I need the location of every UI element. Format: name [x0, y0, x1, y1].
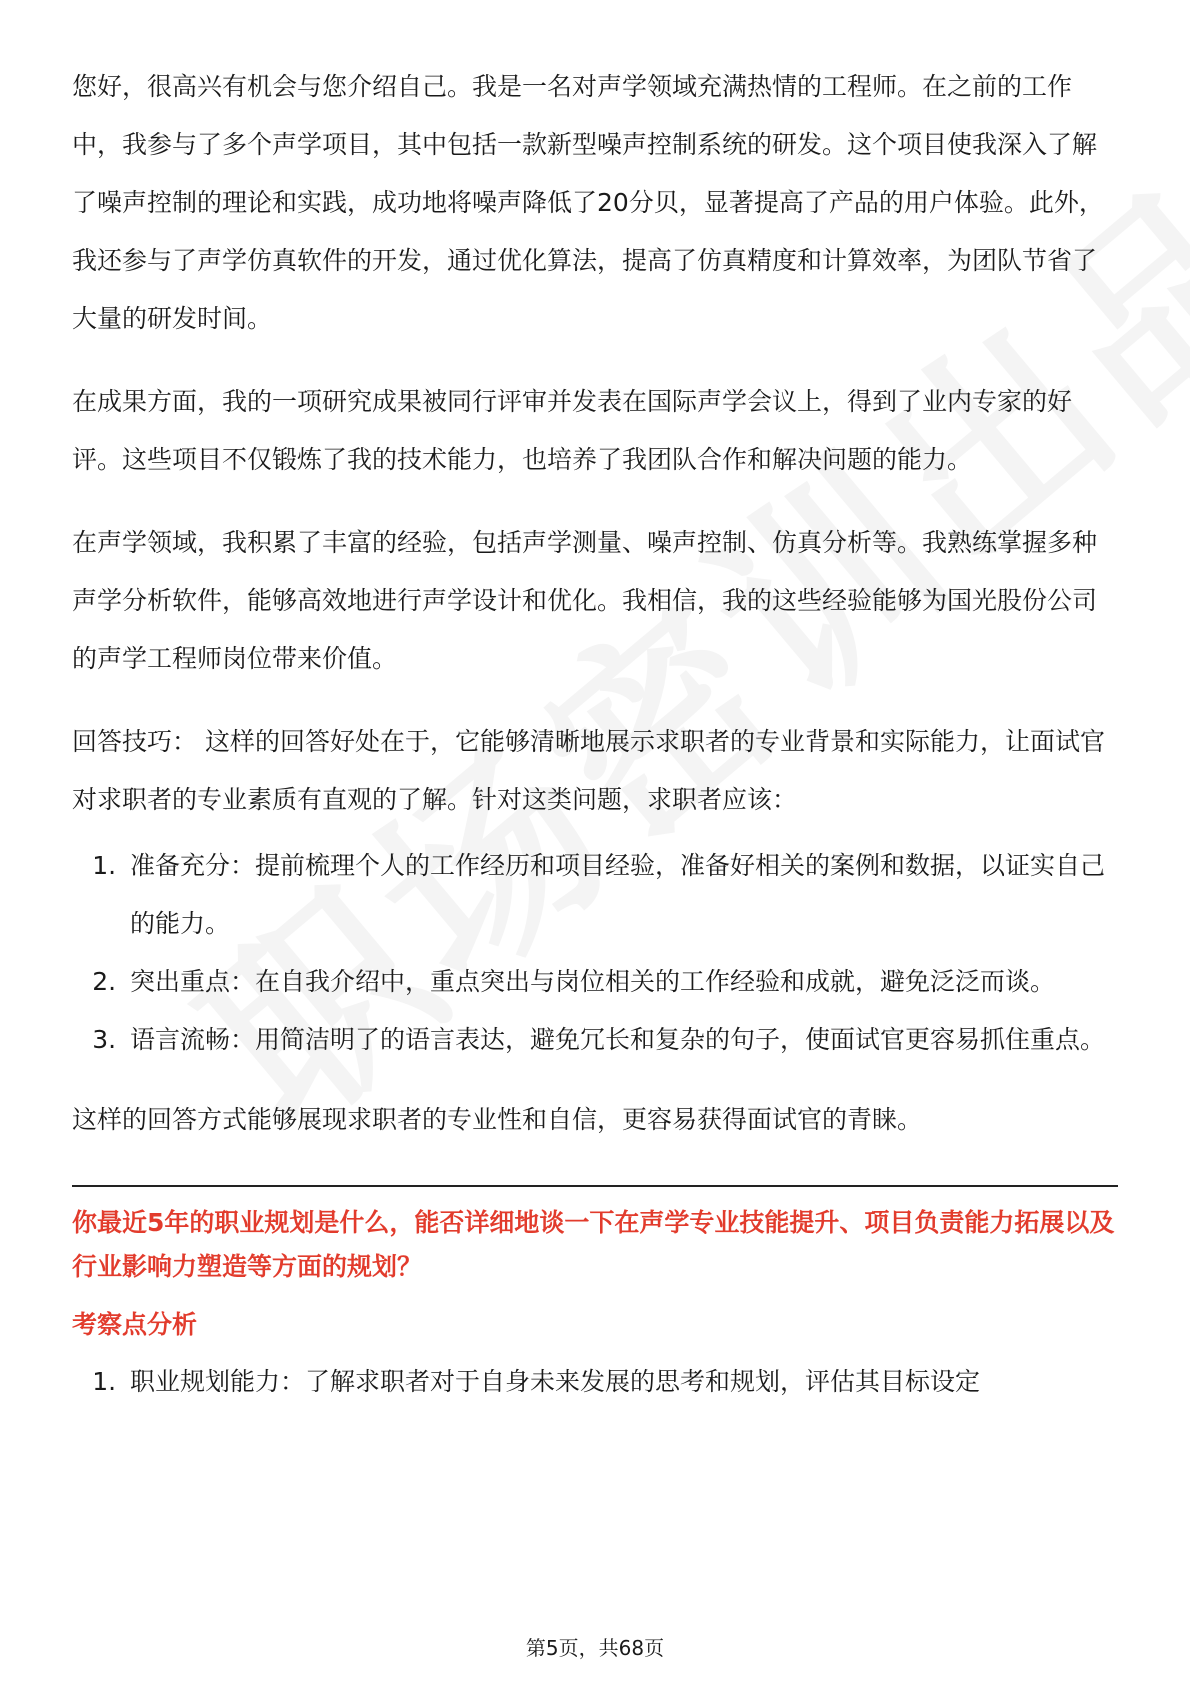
tip-item: 1. 准备充分：提前梳理个人的工作经历和项目经验，准备好相关的案例和数据，以证实自己的能力。: [124, 837, 1118, 953]
answer-tips-intro: 回答技巧： 这样的回答好处在于，它能够清晰地展示求职者的专业背景和实际能力，让面试官对求职者的专业素质有直观的了解。针对这类问题，求职者应该：: [72, 727, 1105, 814]
page-number-footer: 第5页，共68页: [525, 1636, 665, 1660]
analysis-item: 1. 职业规划能力：了解求职者对于自身未来发展的思考和规划，评估其目标设定: [124, 1357, 1118, 1407]
intro-paragraph-2: 在成果方面，我的一项研究成果被同行评审并发表在国际声学会议上，得到了业内专家的好评。这些项目不仅锻炼了我的技术能力，也培养了我团队合作和解决问题的能力。: [72, 387, 1073, 474]
analysis-list: [72, 1357, 1118, 1407]
intro-paragraph-3: 在声学领域，我积累了丰富的经验，包括声学测量、噪声控制、仿真分析等。我熟练掌握多种声学分析软件，能够高效地进行声学设计和优化。我相信，我的这些经验能够为国光股份公司的声学工程师岗位带来价值。: [72, 528, 1098, 673]
interview-question: 你最近5年的职业规划是什么，能否详细地谈一下在声学专业技能提升、项目负责能力拓展以及行业影响力塑造等方面的规划？: [72, 1208, 1115, 1281]
section-divider: [72, 1185, 1118, 1187]
tip-item: 2. 突出重点：在自我介绍中，重点突出与岗位相关的工作经验和成就，避免泛泛而谈。: [124, 953, 1118, 1011]
tip-item: 3. 语言流畅：用简洁明了的语言表达，避免冗长和复杂的句子，使面试官更容易抓住重点。: [124, 1011, 1118, 1069]
intro-paragraph-1: 您好，很高兴有机会与您介绍自己。我是一名对声学领域充满热情的工程师。在之前的工作中，我参与了多个声学项目，其中包括一款新型噪声控制系统的研发。这个项目使我深入了解了噪声控制的理论和实践，成功地将噪声降低了20分贝，显著提高了产品的用户体验。此外，我还参与了声学仿真软件的开发，通过优化算法，提高了仿真精度和计算效率，为团队节省了大量的研发时间。: [72, 72, 1104, 333]
page-content: [72, 58, 1118, 1407]
closing-paragraph: 这样的回答方式能够展现求职者的专业性和自信，更容易获得面试官的青睐。: [72, 1105, 923, 1134]
analysis-heading: 考察点分析: [72, 1310, 198, 1339]
tips-list: [72, 837, 1118, 1069]
